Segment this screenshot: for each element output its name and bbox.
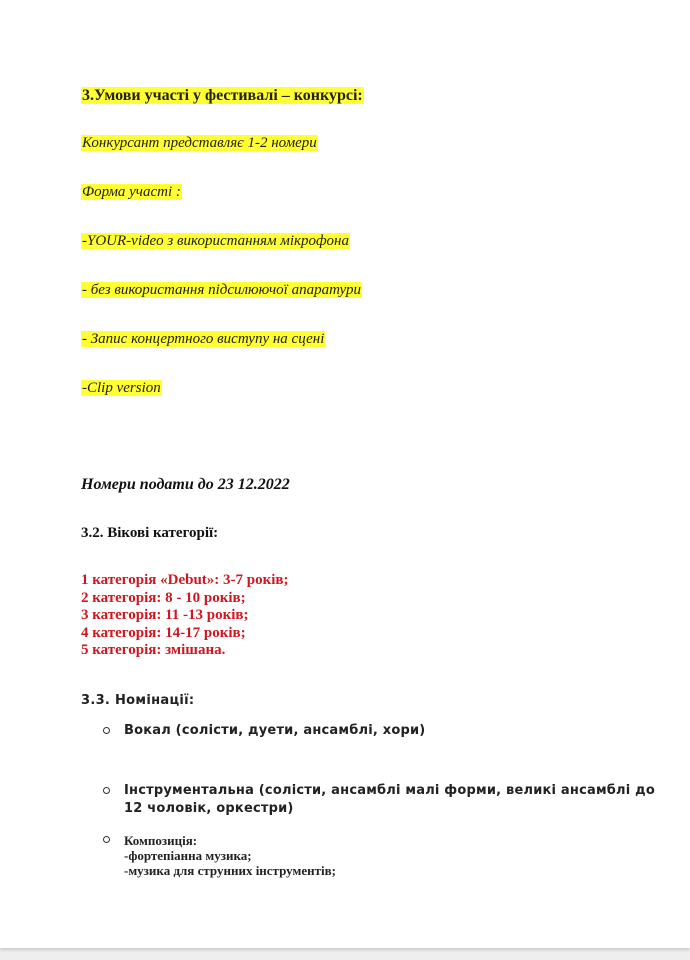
- composition-sub-item: -музика для струнних інструментів;: [124, 863, 336, 878]
- condition-line-3: -YOUR-video з використанням мікрофона: [82, 233, 349, 249]
- hollow-bullet-icon: [103, 727, 110, 734]
- age-category-item: 1 категорія «Debut»: 3-7 років;: [81, 572, 289, 588]
- composition-label: Композиція:: [124, 833, 198, 848]
- nominations-title: 3.3. Номінації:: [81, 693, 195, 708]
- composition-sub-item: -фортепіанна музика;: [124, 848, 252, 863]
- age-category-item: 4 категорія: 14-17 років;: [81, 624, 246, 641]
- conditions-heading: 3.Умови участі у фестивалі – конкурсі:: [82, 87, 363, 104]
- condition-line-6: -Clip version: [82, 380, 161, 396]
- age-category-item: 5 категорія: змішана.: [81, 642, 226, 658]
- age-category-item: 3 категорія: 11 -13 років;: [81, 607, 249, 623]
- condition-line-4: - без використання підсилюючої апаратури: [82, 282, 361, 298]
- nomination-item-vocal: Вокал (солісти, дуети, ансамблі, хори): [103, 722, 663, 740]
- condition-line-1: Конкурсант представляє 1-2 номери: [82, 135, 317, 151]
- age-category-item: 2 категорія: 8 - 10 років;: [81, 589, 246, 606]
- age-categories-list: [81, 572, 289, 660]
- condition-line-5: - Запис концертного виступу на сцені: [82, 331, 325, 347]
- submission-deadline: Номери подати до 23 12.2022: [81, 476, 290, 493]
- age-categories-title: 3.2. Вікові категорії:: [81, 525, 219, 541]
- condition-line-2: Форма участі :: [82, 184, 181, 200]
- hollow-bullet-icon: [103, 836, 110, 843]
- nomination-item-instrumental: Інструментальна (солісти, ансамблі малі форми, великі ансамблі до 12 чоловік, оркестри): [103, 782, 663, 818]
- nomination-item-composition: [103, 833, 663, 878]
- hollow-bullet-icon: [103, 787, 110, 794]
